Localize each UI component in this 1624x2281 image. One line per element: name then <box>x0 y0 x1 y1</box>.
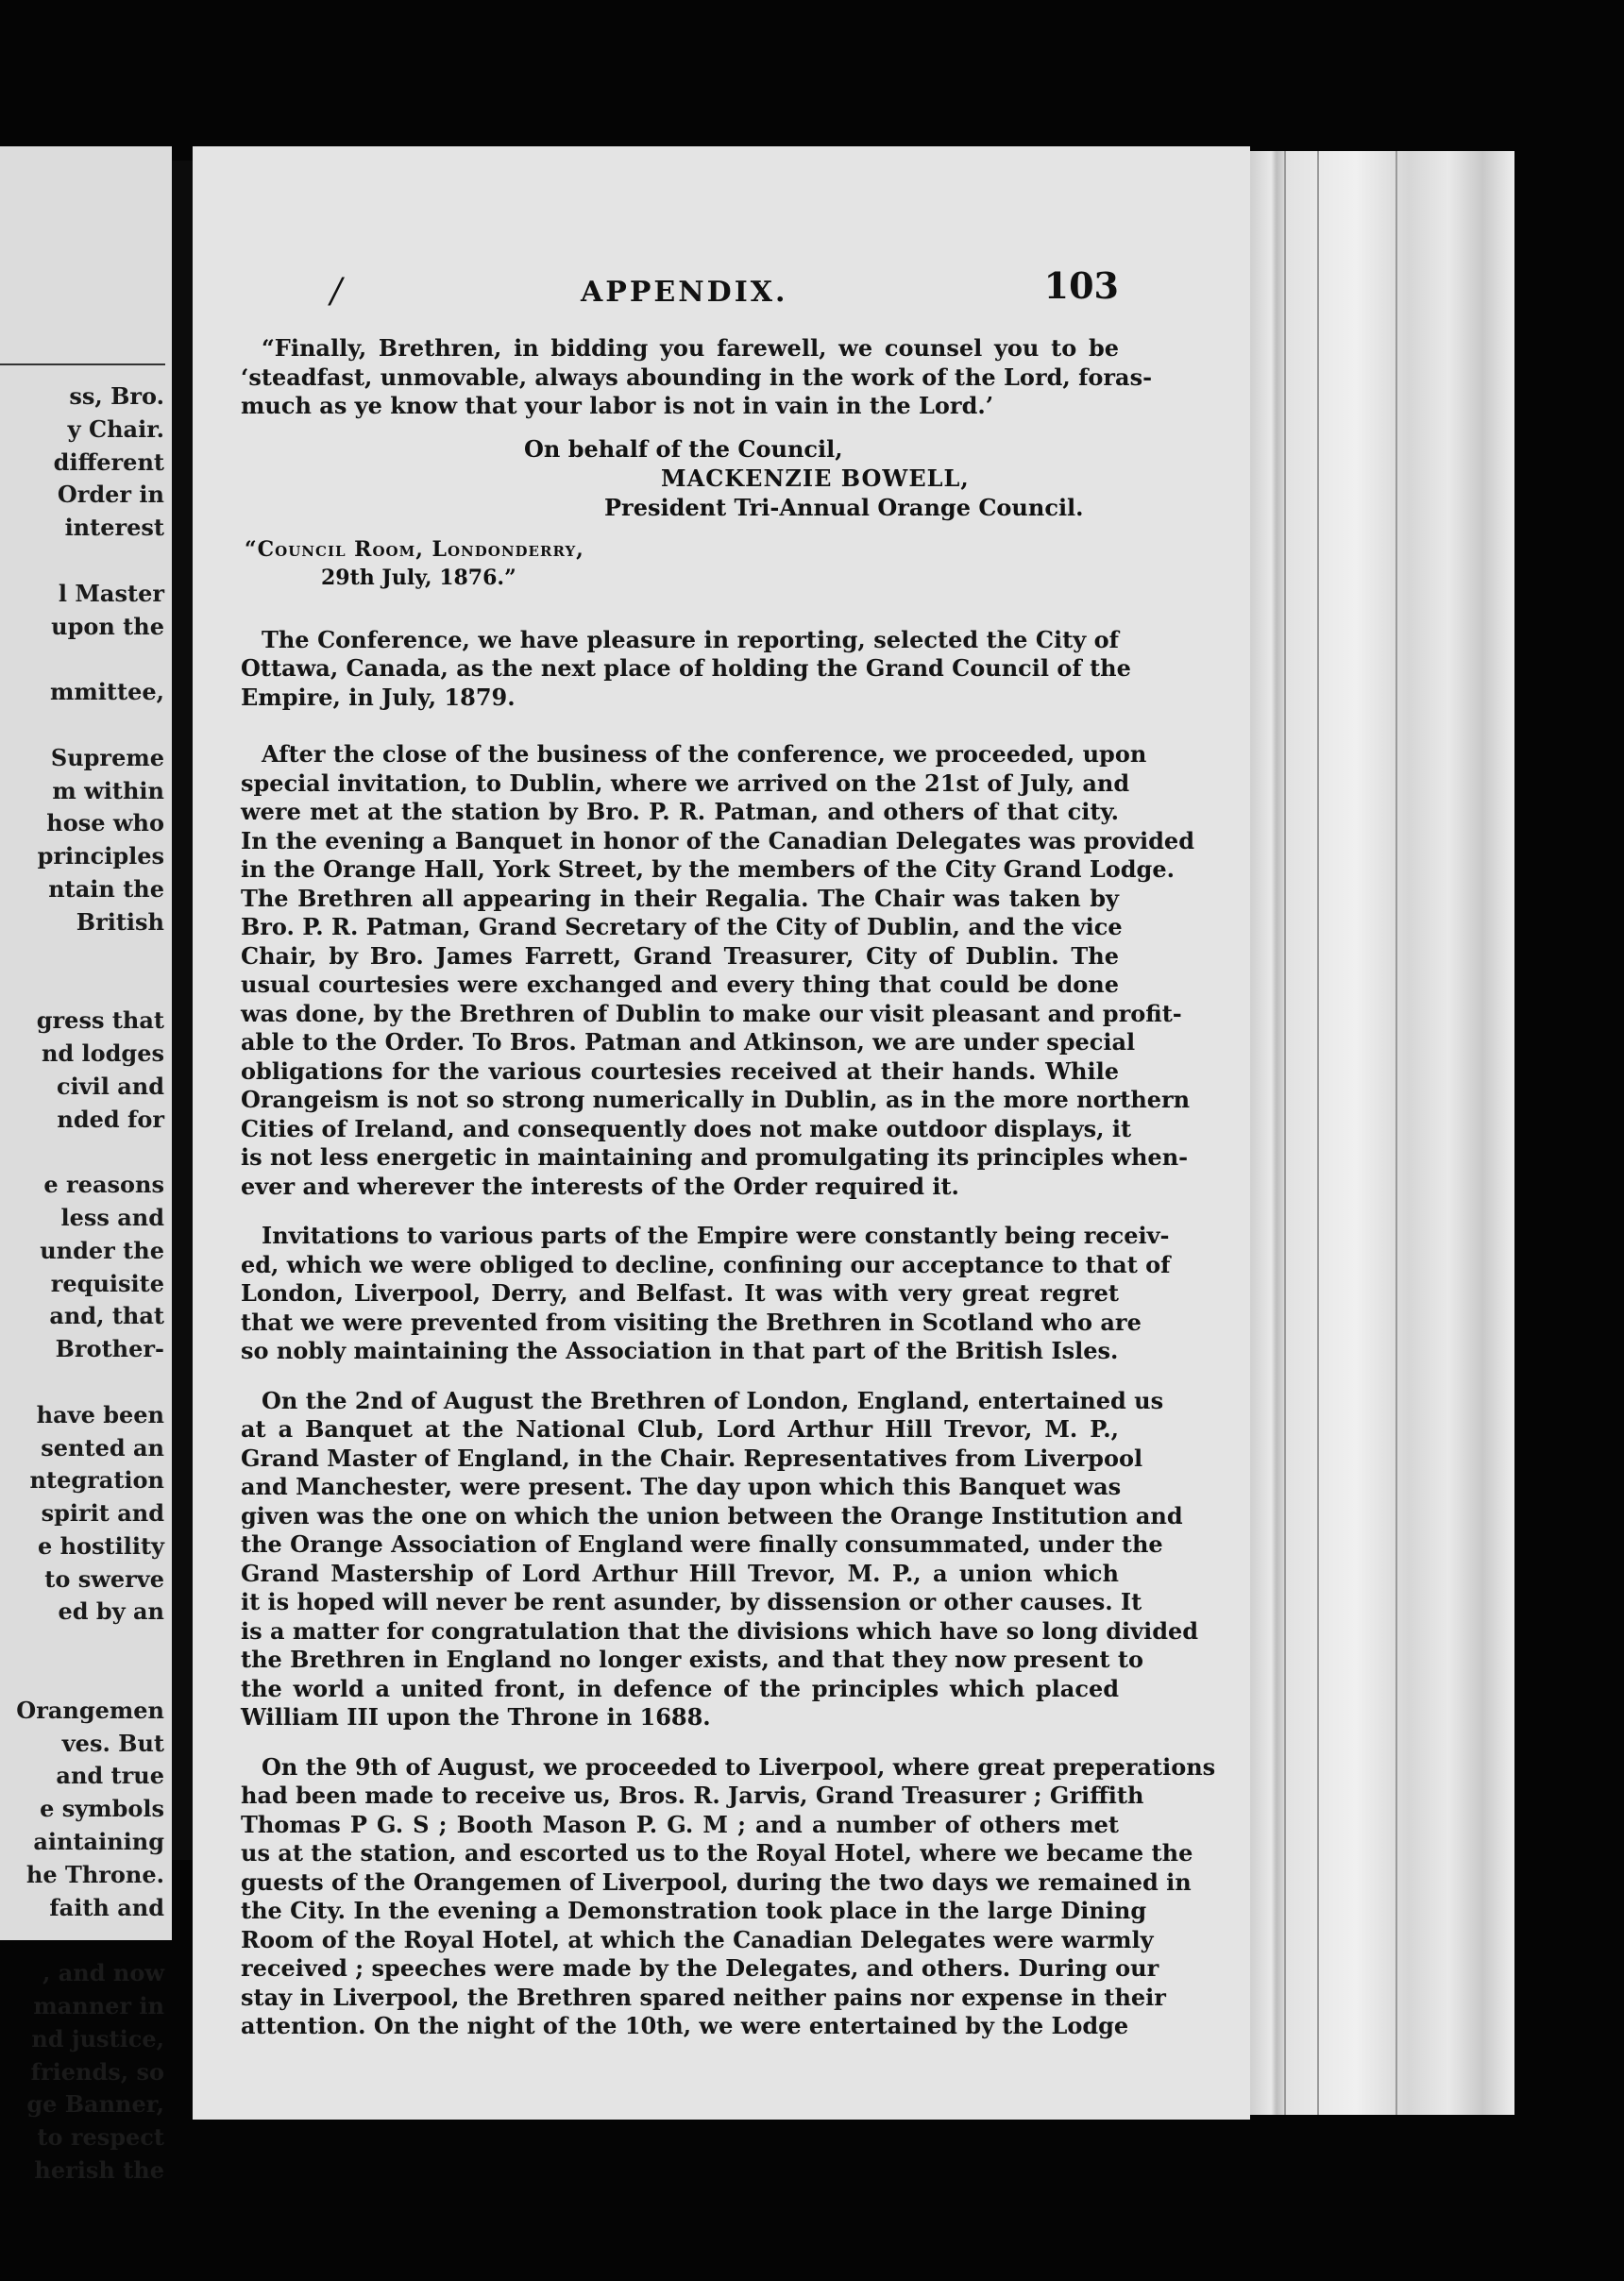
page-number: 103 <box>1043 264 1119 307</box>
dateline-date: 29th July, 1876.” <box>321 565 516 590</box>
left-page-line: e symbols <box>40 1795 164 1823</box>
dateline-place <box>245 535 1119 564</box>
paragraph <box>241 740 1194 1201</box>
text-line: Invitations to various parts of the Empire were constantly being receiv- <box>262 1222 1170 1249</box>
text-line: the Orange Association of England were finally consummated, under the <box>241 1530 1163 1558</box>
page-edges <box>1250 151 1514 2115</box>
text-line: special invitation, to Dublin, where we arrived on the 21st of July, and <box>241 769 1130 797</box>
left-page-line: mmittee, <box>50 678 164 706</box>
left-page-line: friends, so <box>30 2057 164 2086</box>
left-page-line <box>4 972 164 1005</box>
text-line: William III upon the Throne in 1688. <box>241 1703 711 1731</box>
page-edge-line <box>1396 151 1397 2115</box>
left-page-line: less and <box>60 1203 164 1231</box>
text-line: the world a united front, in defence of the principles which placed <box>241 1674 1119 1702</box>
left-page-line <box>4 939 164 972</box>
text-line: Orangeism is not so strong numerically in Dublin, as in the more northern <box>241 1086 1191 1113</box>
left-page-line: and, that <box>49 1302 164 1330</box>
text-line: that we were prevented from visiting the Brethren in Scotland who are <box>241 1308 1142 1336</box>
text-line: “Finally, Brethren, in bidding you farewell, we counsel you to be <box>262 334 1119 362</box>
left-page-line <box>4 1366 164 1399</box>
paragraph <box>241 625 1131 713</box>
left-page-line: nd justice, <box>31 2024 164 2053</box>
text-line: received ; speeches were made by the Delegates, and others. During our <box>241 1954 1159 1982</box>
left-page-line: Supreme <box>50 743 164 771</box>
text-line: Grand Master of England, in the Chair. Representatives from Liverpool <box>241 1444 1143 1472</box>
left-page-line: faith and <box>49 1893 164 1921</box>
paragraph <box>241 1222 1171 1366</box>
text-line: ‘steadfast, unmovable, always abounding in the work of the Lord, foras- <box>241 363 1153 391</box>
text-line: Thomas P G. S ; Booth Mason P. G. M ; and a number of others met <box>241 1810 1119 1838</box>
left-page-line: manner in <box>33 1992 164 2020</box>
closing-quote <box>241 334 1153 421</box>
text-line: usual courtesies were exchanged and every thing that could be done <box>241 971 1119 998</box>
paragraph <box>241 1386 1199 1732</box>
text-line: Ottawa, Canada, as the next place of holding the Grand Council of the <box>241 654 1131 682</box>
text-line: us at the station, and escorted us to the Royal Hotel, where we became the <box>241 1839 1193 1867</box>
text-line: After the close of the business of the conference, we proceeded, upon <box>262 740 1147 768</box>
left-page-line: civil and <box>56 1072 164 1100</box>
page-edge-line <box>1284 151 1286 2115</box>
left-page-line: e hostility <box>37 1531 164 1560</box>
text-line: London, Liverpool, Derry, and Belfast. It was with very great regret <box>241 1279 1119 1307</box>
text-line: was done, by the Brethren of Dublin to make our visit pleasant and profit- <box>241 999 1182 1027</box>
text-line: and Manchester, were present. The day upon which this Banquet was <box>241 1473 1122 1500</box>
left-page-line <box>4 1924 164 1957</box>
text-line: attention. On the night of the 10th, we were entertained by the Lodge <box>241 2012 1129 2039</box>
left-page-line: hose who <box>46 809 164 837</box>
text-line: ed, which we were obliged to decline, confining our acceptance to that of <box>241 1250 1171 1278</box>
left-page-line: y Chair. <box>67 414 164 443</box>
left-page-line <box>4 709 164 742</box>
left-page-line: m within <box>52 776 164 804</box>
signature-name: MACKENZIE BOWELL, <box>661 464 970 492</box>
page-content <box>241 264 1216 2041</box>
text-line: Bro. P. R. Patman, Grand Secretary of the City of Dublin, and the vice <box>241 913 1123 940</box>
left-page-line: principles <box>37 842 164 870</box>
left-page-line <box>4 1629 164 1662</box>
text-line: Grand Mastership of Lord Arthur Hill Trevor, M. P., a union which <box>241 1559 1119 1587</box>
text-line: The Conference, we have pleasure in reporting, selected the City of <box>262 625 1119 653</box>
text-line: is not less energetic in maintaining and promulgating its principles when- <box>241 1143 1189 1171</box>
book-gutter <box>172 161 193 1860</box>
body-paragraphs <box>241 625 1216 2041</box>
signature-on-behalf: On behalf of the Council, <box>524 434 843 463</box>
left-page-line <box>4 643 164 676</box>
text-line: at a Banquet at the National Club, Lord Arthur Hill Trevor, M. P., <box>241 1415 1119 1443</box>
running-header <box>241 264 1119 321</box>
left-page-line: Brother- <box>55 1335 164 1363</box>
left-page-line <box>4 1662 164 1695</box>
left-page-line: aintaining <box>33 1828 164 1856</box>
text-line: ever and wherever the interests of the Order required it. <box>241 1172 959 1200</box>
page-edge-line <box>1317 151 1319 2115</box>
text-line: much as ye know that your labor is not in vain in the Lord.’ <box>241 392 994 419</box>
left-page-line: upon the <box>51 612 164 640</box>
text-line: obligations for the various courtesies received at their hands. While <box>241 1056 1119 1085</box>
text-line: guests of the Orangemen of Liverpool, during the two days we remained in <box>241 1867 1192 1896</box>
left-page-line: different <box>53 448 164 476</box>
left-page-line: requisite <box>50 1269 164 1297</box>
left-page-line: Order in <box>57 481 164 509</box>
left-page-line: ss, Bro. <box>69 382 164 410</box>
left-page-line: nded for <box>57 1105 164 1133</box>
text-line: Cities of Ireland, and consequently does not make outdoor displays, it <box>241 1114 1132 1142</box>
dateline-place-text: “Council Room, Londonderry, <box>245 536 584 562</box>
text-line: given was the one on which the union between the Orange Institution and <box>241 1501 1183 1529</box>
left-page-line: nd lodges <box>41 1039 164 1067</box>
left-page-line: to swerve <box>44 1564 164 1593</box>
text-line: On the 9th of August, we proceeded to Liverpool, where great preperations <box>262 1752 1216 1781</box>
left-page-line: and true <box>56 1762 164 1790</box>
left-page-line <box>4 545 164 578</box>
paragraph <box>241 1752 1216 2041</box>
text-line: On the 2nd of August the Brethren of London, England, entertained us <box>262 1386 1164 1414</box>
text-line: The Brethren all appearing in their Regalia. The Chair was taken by <box>241 884 1119 912</box>
left-page-line: ntegration <box>29 1466 164 1495</box>
text-line: the City. In the evening a Demonstration took place in the large Dining <box>241 1897 1147 1924</box>
left-page-line: , and now <box>42 1959 164 1987</box>
left-page-line: ge Banner, <box>26 2090 164 2119</box>
left-page-line: ves. But <box>61 1729 164 1757</box>
left-page-line: to respect <box>37 2123 164 2152</box>
left-page-line: l Master <box>58 579 164 607</box>
left-page-line: he Throne. <box>25 1860 164 1888</box>
text-line: Chair, by Bro. James Farrett, Grand Treasurer, City of Dublin. The <box>241 941 1119 970</box>
text-line: In the evening a Banquet in honor of the Canadian Delegates was provided <box>241 826 1194 854</box>
text-line: stay in Liverpool, the Brethren spared neither pains nor expense in their <box>241 1983 1166 2011</box>
left-page-fragment <box>0 146 172 2185</box>
text-line: able to the Order. To Bros. Patman and Atkinson, we are under special <box>241 1028 1136 1056</box>
margin-mark: / <box>330 272 343 311</box>
text-line: it is hoped will never be rent asunder, by dissension or other causes. It <box>241 1588 1142 1615</box>
text-line: had been made to receive us, Bros. R. Jarvis, Grand Treasurer ; Griffith <box>241 1782 1144 1809</box>
left-page-line <box>4 1136 164 1169</box>
left-page-line: sented an <box>41 1433 164 1462</box>
left-page-rule <box>0 363 165 365</box>
signature-office: President Tri-Annual Orange Council. <box>604 493 1084 521</box>
left-page-line: e reasons <box>43 1171 164 1199</box>
left-page-line: herish the <box>34 2156 164 2185</box>
left-page-line: Orangemen <box>16 1696 164 1724</box>
text-line: in the Orange Hall, York Street, by the members of the City Grand Lodge. <box>241 855 1175 883</box>
left-page-line: have been <box>36 1400 164 1428</box>
left-page-line: ed by an <box>58 1597 164 1626</box>
left-page-text <box>4 380 164 2188</box>
left-page-line: spirit and <box>41 1499 164 1528</box>
text-line: were met at the station by Bro. P. R. Patman, and others of that city. <box>241 798 1119 825</box>
left-page-line: gress that <box>36 1006 164 1035</box>
text-line: so nobly maintaining the Association in that part of the British Isles. <box>241 1337 1119 1364</box>
text-line: the Brethren in England no longer exists, and that they now present to <box>241 1646 1143 1673</box>
left-page-line: British <box>76 907 164 936</box>
text-line: Empire, in July, 1879. <box>241 683 516 711</box>
left-page-line: interest <box>64 514 164 542</box>
left-page-line: under the <box>40 1236 164 1264</box>
text-line: Room of the Royal Hotel, at which the Canadian Delegates were warmly <box>241 1925 1154 1953</box>
left-page-line: ntain the <box>48 874 164 903</box>
running-title: APPENDIX. <box>581 276 788 309</box>
text-line: is a matter for congratulation that the divisions which have so long divided <box>241 1616 1199 1645</box>
